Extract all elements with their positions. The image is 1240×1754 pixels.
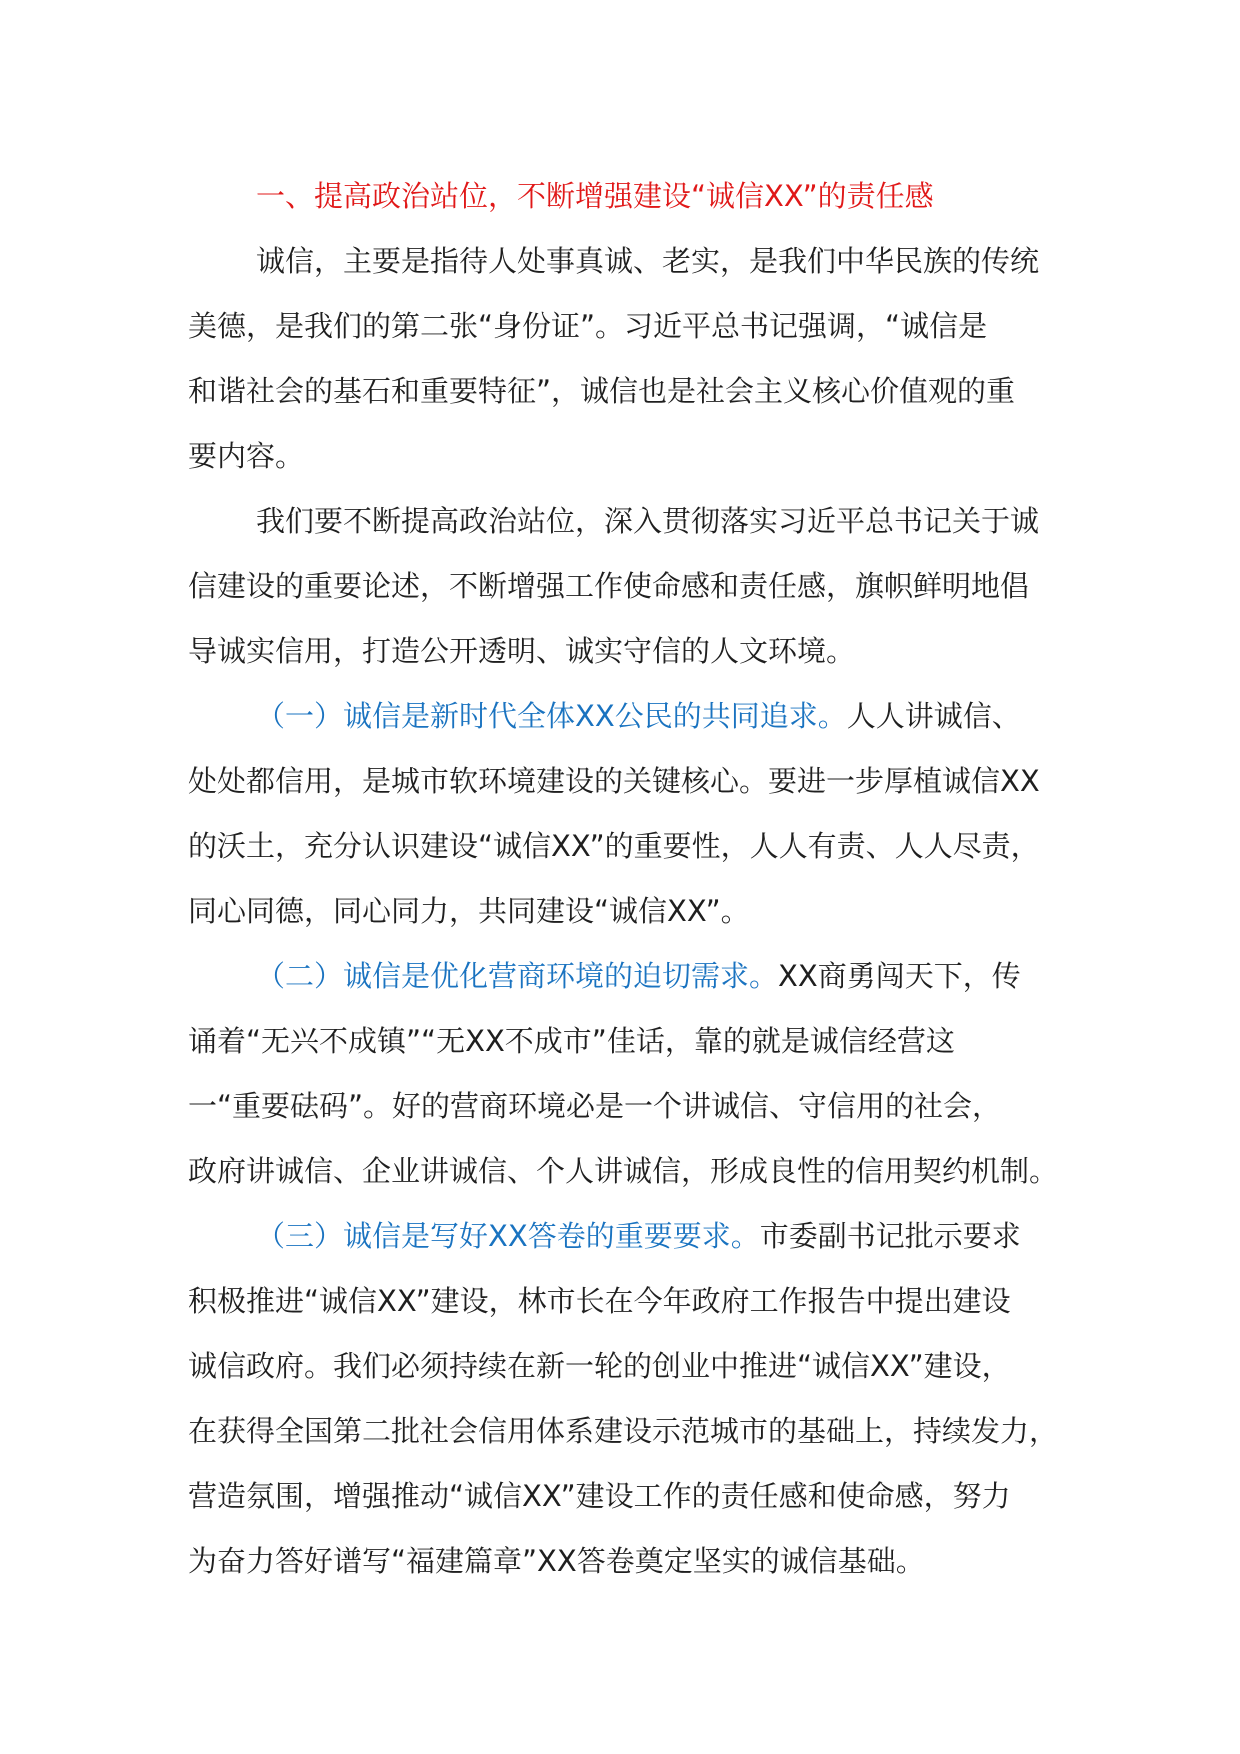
paragraph-line: 要内容。 — [188, 439, 305, 473]
paragraph-5 — [188, 1204, 1059, 1594]
paragraph-line: 在获得全国第二批社会信用体系建设示范城市的基础上，持续发力， — [188, 1414, 1059, 1448]
paragraph-line: 信建设的重要论述，不断增强工作使命感和责任感，旗帜鲜明地倡 — [188, 569, 1030, 603]
subheading-3: （三）诚信是写好XX答卷的重要要求。 — [256, 1219, 760, 1253]
paragraph-first-line — [188, 944, 1056, 1009]
paragraph-line: 诵着“无兴不成镇”“无XX不成市”佳话，靠的就是诚信经营这 — [188, 1024, 955, 1058]
paragraph-2 — [188, 489, 1056, 684]
paragraph-text: 市委副书记批示要求 — [759, 1219, 1021, 1253]
subheading-1: （一）诚信是新时代全体XX公民的共同追求。 — [256, 699, 847, 733]
paragraph-first-line — [188, 1204, 1056, 1269]
paragraph-line: 诚信政府。我们必须持续在新一轮的创业中推进“诚信XX”建设， — [188, 1349, 1011, 1383]
subheading-2: （二）诚信是优化营商环境的迫切需求。 — [256, 959, 779, 993]
document-page — [188, 164, 1059, 1594]
paragraph-line: 为奋力答好谱写“福建篇章”XX答卷奠定坚实的诚信基础。 — [188, 1544, 925, 1578]
paragraph-line: 营造氛围，增强推动“诚信XX”建设工作的责任感和使命感，努力 — [188, 1479, 1011, 1513]
paragraph-text: 人人讲诚信、 — [846, 699, 1021, 733]
paragraph-line: 美德，是我们的第二张“身份证”。习近平总书记强调，“诚信是 — [188, 309, 988, 343]
paragraph-line: 诚信，主要是指待人处事真诚、老实，是我们中华民族的传统 — [256, 244, 1040, 278]
paragraph-line: 我们要不断提高政治站位，深入贯彻落实习近平总书记关于诚 — [256, 504, 1040, 538]
paragraph-line: 一“重要砝码”。好的营商环境必是一个讲诚信、守信用的社会， — [188, 1089, 1002, 1123]
paragraph-text: XX商勇闯天下，传 — [778, 959, 1021, 993]
paragraph-line: 处处都信用，是城市软环境建设的关键核心。要进一步厚植诚信XX — [188, 764, 1040, 798]
paragraph-line: 导诚实信用，打造公开透明、诚实守信的人文环境。 — [188, 634, 856, 668]
paragraph-line: 积极推进“诚信XX”建设，林市长在今年政府工作报告中提出建设 — [188, 1284, 1011, 1318]
paragraph-first-line — [188, 684, 1056, 749]
section-heading: 一、提高政治站位，不断增强建设“诚信XX”的责任感 — [256, 179, 934, 213]
paragraph-line: 的沃土，充分认识建设“诚信XX”的重要性，人人有责、人人尽责， — [188, 829, 1040, 863]
paragraph-3 — [188, 684, 1056, 944]
paragraph-line: 和谐社会的基石和重要特征”，诚信也是社会主义核心价值观的重 — [188, 374, 1016, 408]
paragraph-line: 同心同德，同心同力，共同建设“诚信XX”。 — [188, 894, 750, 928]
paragraph-4 — [188, 944, 1059, 1204]
paragraph-1 — [188, 229, 1056, 489]
paragraph-line: 政府讲诚信、企业讲诚信、个人讲诚信，形成良性的信用契约机制。 — [188, 1154, 1059, 1188]
